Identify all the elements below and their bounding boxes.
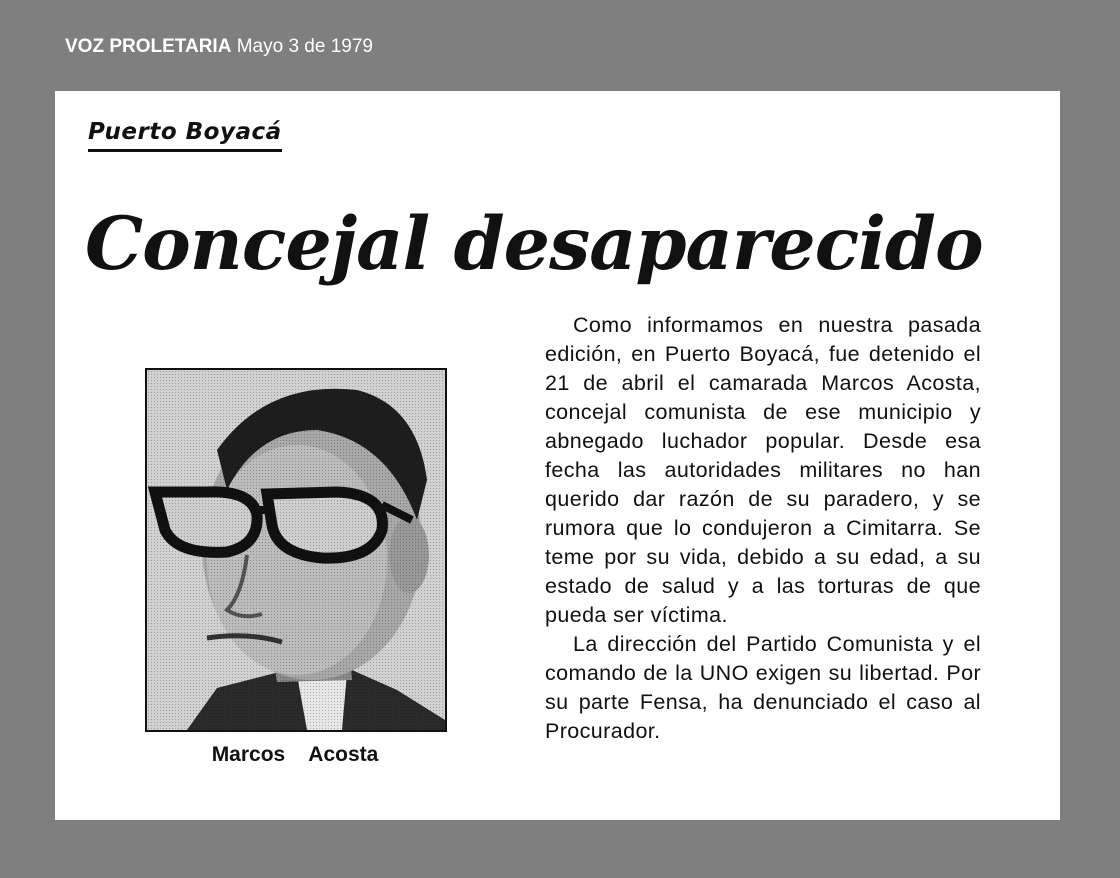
publication-name: VOZ PROLETARIA xyxy=(65,36,232,57)
section-label: Puerto Boyacá xyxy=(88,119,282,152)
portrait-image xyxy=(147,370,445,730)
portrait-photo xyxy=(145,368,447,732)
photo-caption: Marcos Acosta xyxy=(211,743,379,766)
publication-date: Mayo 3 de 1979 xyxy=(236,36,373,57)
headline: Concejal desaparecido xyxy=(85,201,983,287)
source-line xyxy=(65,36,373,58)
article-paragraph: La dirección del Partido Comunista y el comando de la UNO exigen su libertad. Por su parte Fensa, ha denunciado el caso al Procurador. xyxy=(545,632,981,743)
article-paragraph: Como informamos en nuestra pasada edición, en Puerto Boyacá, fue detenido el 21 de abril el camarada Marcos Acosta, concejal comunista de ese municipio y abnegado luchador popular. Desde esa fecha las autoridades militares no han querido dar razón de su paradero, y se rumora que lo condujeron a Cimitarra. Se teme por su vida, debido a su edad, a su estado de salud y a las torturas de que pueda ser víctima. xyxy=(545,313,981,627)
article-body xyxy=(545,311,981,746)
newspaper-clipping xyxy=(55,91,1060,820)
